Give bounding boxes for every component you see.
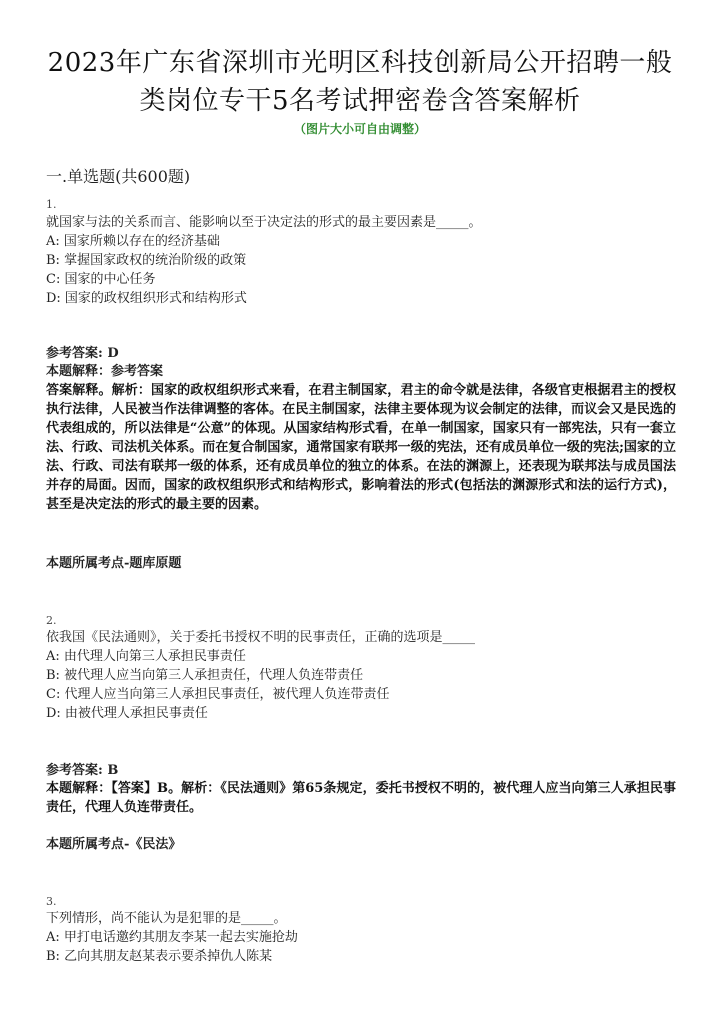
question-number: 2. (46, 614, 57, 627)
question-option: A: 国家所赖以存在的经济基础 (46, 234, 220, 249)
question-stem: 下列情形，尚不能认为是犯罪的是_____。 (46, 911, 287, 926)
question-option: B: 乙向其朋友赵某表示要杀掉仇人陈某 (46, 949, 273, 964)
document-title-line2: 类岗位专干5名考试押密卷含答案解析 (139, 86, 581, 116)
question-number: 1. (46, 198, 57, 211)
question-option: D: 由被代理人承担民事责任 (46, 706, 208, 721)
document-subtitle: （图片大小可自由调整） (293, 122, 426, 136)
question-stem: 就国家与法的关系而言、能影响以至于决定法的形式的最主要因素是_____。 (46, 215, 482, 230)
answer-label: 参考答案: D (46, 346, 119, 361)
question-number: 3. (46, 895, 57, 908)
answer-label: 参考答案: B (46, 763, 119, 778)
topic-label: 本题所属考点-题库原题 (46, 556, 182, 571)
answer-explanation: 答案解释。解析：国家的政权组织形式来看，在君主制国家，君主的命令就是法律，各级官吏根据君主的授权执行法律，人民被当作法律调整的客体。在民主制国家，法律主要体现为议会制定的法律，而议会又是民选的代表组成的，所以法律是“公意”的体现。从国家结构形式看，在单一制国家，国家只有一部宪法，只有一套立法、行政、司法机关体系。而在复合制国家，通常国家有联邦一级的宪法，还有成员单位一级的宪法;国家的立法、行政、司法有联邦一级的体系，还有成员单位的独立的体系。在法的渊源上，还表现为联邦法与成员国法并存的局面。因而，国家的政权组织形式和结构形式，影响着法的形式(包括法的渊源形式和法的运行方式)，甚至是决定法的形式的最主要的因素。 (46, 383, 676, 512)
analysis-label: 本题解释：参考答案 (46, 364, 164, 379)
question-option: B: 掌握国家政权的统治阶级的政策 (46, 253, 247, 268)
question-option: A: 由代理人向第三人承担民事责任 (46, 649, 246, 664)
question-option: C: 国家的中心任务 (46, 272, 156, 287)
question-option: A: 甲打电话邀约其朋友李某一起去实施抢劫 (46, 930, 298, 945)
question-option: C: 代理人应当向第三人承担民事责任，被代理人负连带责任 (46, 687, 390, 702)
answer-explanation: 本题解释：【答案】B。解析：《民法通则》第65条规定，委托书授权不明的，被代理人应当向第三人承担民事责任，代理人负连带责任。 (46, 781, 676, 815)
question-stem: 依我国《民法通则》，关于委托书授权不明的民事责任，正确的选项是_____ (46, 630, 476, 645)
document-title-line1: 2023年广东省深圳市光明区科技创新局公开招聘一般 (47, 48, 673, 78)
question-option: B: 被代理人应当向第三人承担责任，代理人负连带责任 (46, 668, 364, 683)
topic-label: 本题所属考点-《民法》 (46, 837, 182, 852)
section-title: 一.单选题(共600题) (46, 167, 191, 186)
question-option: D: 国家的政权组织形式和结构形式 (46, 291, 247, 306)
